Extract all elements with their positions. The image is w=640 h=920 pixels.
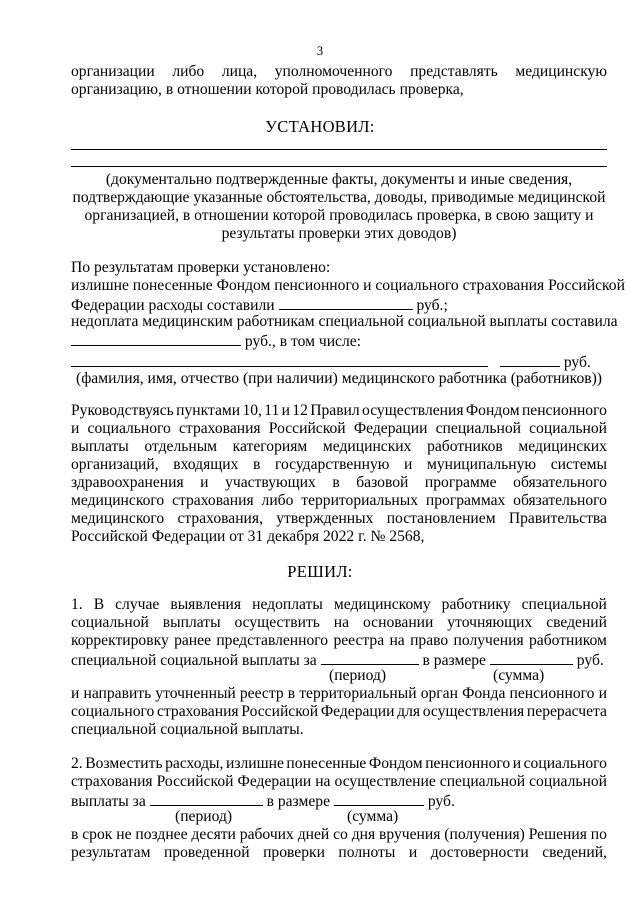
- fill-line: [71, 149, 607, 150]
- intro-line-2: организацию, в отношении которой проводилась проверка,: [71, 81, 464, 98]
- item2-sum-caption: (сумма): [347, 808, 399, 825]
- decision-item-2-tail: в срок не позднее десяти рабочих дней со дня вручения (получения) Решения по результатам проведенной проверки полноты и достоверности сведений,: [71, 826, 607, 861]
- guided-paragraph: Руководствуясь пунктами 10, 11 и 12 Правил осуществления Фондом пенсионного и социального страхования Российской Федерации специальной социальной выплаты отдельным категориям медицинских работников медицинских организаций, входящих в государственную и муниципальную системы здравоохранения и участвующих в базовой программе обязательного медицинского страхования либо территориальных программах обязательного медицинского страхования, утвержденных постановлением Правительства Российской Федерации от 31 декабря 2022 г. № 2568,: [71, 402, 607, 545]
- worker-amount-blank: [500, 352, 560, 367]
- expenses-amount-blank: [279, 295, 413, 310]
- decision-item-1-tail: и направить уточненный реестр в территориальный орган Фонда пенсионного и социального страхования Российской Федерации для осуществления перерасчета специальной социальной выплаты.: [71, 685, 607, 738]
- item2-period-caption: (период): [175, 808, 233, 825]
- item1-period-caption: (период): [329, 667, 387, 684]
- fill-line: [71, 166, 607, 167]
- established-note: (документально подтвержденные факты, документы и иные сведения, подтверждающие указанные обстоятельства, доводы, приводимые медицинской организацией, в отношении которой проводилась проверка, в свою защиту и результаты проверки этих доводов): [72, 171, 606, 242]
- intro-line-1: организации либо лица, уполномоченного представлять медицинскую: [71, 63, 607, 80]
- intro-paragraph: [71, 63, 607, 99]
- decision-item-1: 1. В случае выявления недоплаты медицинскому работнику специальной социальной выплаты осуществить на основании уточняющих сведений корректировку ранее представленного реестра на право получения работником специальной социальной выплаты за в размере руб.: [71, 596, 607, 669]
- item1-period-blank: [321, 650, 419, 665]
- findings-paragraph: По результатам проверки установлено: излишне понесенные Фондом пенсионного и социального страхования Российской Федерации расходы составили руб.; недоплата медицинским работникам специальной социальной выплаты составила руб., в том числе: руб. (фамилия, имя, отчество (при наличии) медицинского работника (работников)): [71, 259, 625, 387]
- established-heading: УСТАНОВИЛ:: [265, 117, 375, 136]
- item1-sum-blank: [490, 650, 573, 665]
- item1-sum-caption: (сумма): [493, 667, 545, 684]
- item2-sum-blank: [334, 791, 424, 806]
- underpayment-amount-blank: [71, 331, 241, 346]
- decided-heading: РЕШИЛ:: [287, 562, 353, 581]
- item2-period-blank: [150, 791, 263, 806]
- worker-name-blank: [71, 352, 488, 367]
- decision-item-2: 2. Возместить расходы, излишне понесенные Фондом пенсионного и социального страхования Российской Федерации на осуществление специальной социальной выплаты за в размере руб.: [71, 755, 607, 810]
- page-number: 3: [316, 44, 324, 58]
